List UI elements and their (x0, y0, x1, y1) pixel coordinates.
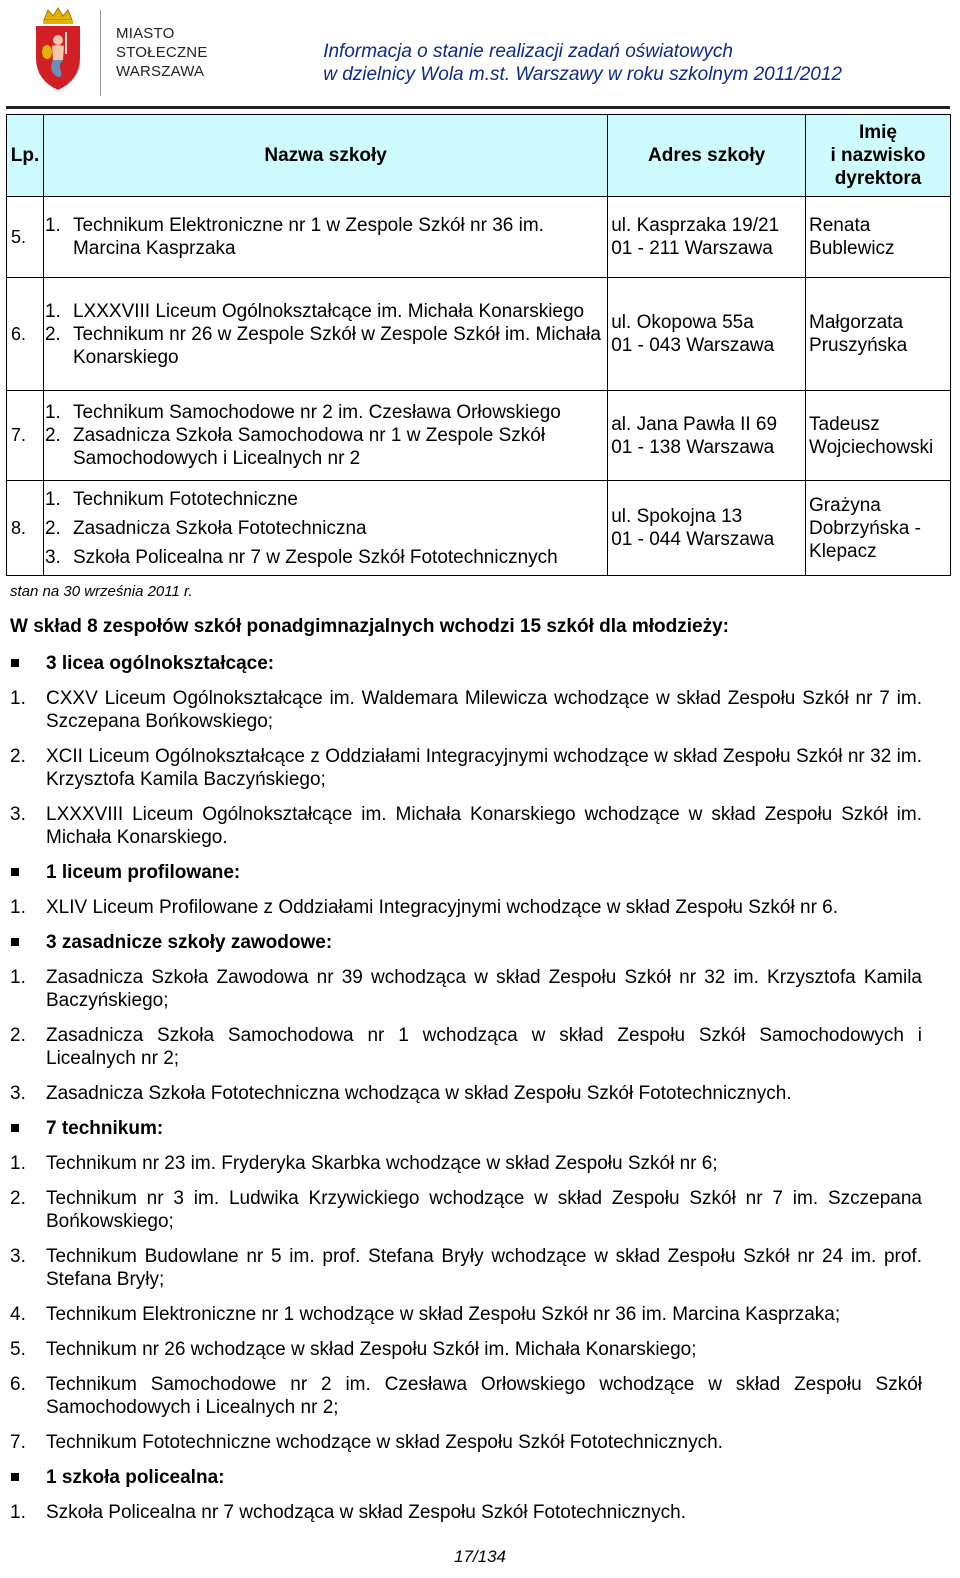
title-line: w dzielnicy Wola m.st. Warszawy w roku szkolnym 2011/2012 (323, 64, 842, 85)
item-num: 1. (10, 897, 26, 918)
address-line: 01 - 211 Warszawa (611, 238, 773, 259)
school-num: 2. (44, 323, 61, 345)
row-schools (43, 278, 607, 391)
item-num: 1. (10, 1153, 26, 1174)
item-text: Technikum Budowlane nr 5 im. prof. Stefana Bryły wchodzące w skład Zespołu Szkół nr 24 im. prof. Stefana Bryły; (46, 1246, 922, 1290)
logo-line: WARSZAWA (116, 63, 205, 80)
school-num: 1. (44, 488, 61, 510)
section-intro: W skład 8 zespołów szkół ponadgimnazjalnych wchodzi 15 szkół dla młodzieży: (10, 616, 729, 637)
list-item (10, 1245, 922, 1291)
director-header-line: Imię (858, 122, 898, 143)
schools-table (6, 114, 951, 576)
director-line: Wojciechowski (809, 436, 934, 458)
list-item (10, 1187, 922, 1233)
item-num: 2. (10, 746, 26, 767)
item-text: Szkoła Policealna nr 7 wchodząca w skład Zespołu Szkół Fototechnicznych. (46, 1502, 686, 1523)
list-item (10, 1338, 922, 1361)
item-num: 7. (10, 1432, 26, 1453)
director-line: Grażyna (809, 494, 881, 516)
list-item (10, 1152, 922, 1175)
address-line: 01 - 044 Warszawa (611, 529, 775, 550)
list-item (10, 1303, 922, 1326)
list-item (10, 1082, 922, 1105)
school-item (45, 517, 606, 540)
square-bullet-icon (10, 931, 46, 954)
category-title: 7 technikum: (46, 1118, 164, 1139)
school-item (45, 300, 606, 323)
school-name: Zasadnicza Szkoła Samochodowa nr 1 w Zespole Szkół Samochodowych i Licealnych nr 2 (72, 425, 546, 469)
table-row (7, 197, 951, 278)
list-item (10, 687, 922, 733)
category-heading (10, 1466, 922, 1489)
director-line: Tadeusz (809, 413, 880, 435)
row-schools (43, 391, 607, 481)
item-num: 1. (10, 967, 26, 988)
school-name: Zasadnicza Szkoła Fototechniczna (72, 517, 367, 539)
school-num: 1. (44, 300, 61, 322)
school-item (45, 424, 606, 470)
table-row (7, 278, 951, 391)
row-schools (43, 197, 607, 278)
school-name: Technikum nr 26 w Zespole Szkół w Zespole Szkół im. Michała Konarskiego (72, 323, 601, 368)
item-num: 2. (10, 1188, 26, 1209)
list-item (10, 1431, 922, 1454)
row-address (608, 391, 806, 481)
square-bullet-icon (10, 1466, 46, 1489)
school-num: 1. (44, 402, 61, 423)
category-heading (10, 1117, 922, 1140)
list-item (10, 966, 922, 1012)
row-director (806, 391, 951, 481)
row-lp: 8. (7, 481, 44, 576)
table-footnote: stan na 30 września 2011 r. (10, 583, 193, 600)
item-text: Zasadnicza Szkoła Zawodowa nr 39 wchodząca w skład Zespołu Szkół nr 32 im. Krzysztofa Kamila Baczyńskiego; (46, 967, 922, 1011)
list-item (10, 803, 922, 849)
column-header-address: Adres szkoły (608, 115, 806, 197)
row-lp: 5. (7, 197, 44, 278)
row-address (608, 481, 806, 576)
square-bullet-icon (10, 1117, 46, 1140)
school-categories (10, 652, 922, 1536)
row-director (806, 197, 951, 278)
director-header-line: i nazwisko (830, 145, 926, 166)
category-title: 3 licea ogólnokształcące: (46, 653, 275, 674)
document-title (323, 40, 842, 86)
logo-line: STOŁECZNE (116, 44, 208, 61)
column-header-name: Nazwa szkoły (43, 115, 607, 197)
category-title: 1 liceum profilowane: (46, 862, 241, 883)
director-line: Bublewicz (809, 238, 895, 259)
header-rule (6, 106, 950, 109)
address-line: ul. Okopowa 55a (611, 312, 754, 333)
director-header-line: dyrektora (834, 168, 922, 189)
address-line: al. Jana Pawła II 69 (611, 413, 778, 435)
title-line: Informacja o stanie realizacji zadań oświatowych (323, 41, 733, 62)
table-header-row (7, 115, 951, 197)
school-name: Szkoła Policealna nr 7 w Zespole Szkół Fototechnicznych (72, 546, 558, 568)
school-name: Technikum Samochodowe nr 2 im. Czesława Orłowskiego (72, 402, 561, 423)
page-header (0, 0, 960, 112)
school-num: 2. (44, 425, 61, 446)
director-line: Renata (809, 215, 871, 236)
school-item (45, 401, 606, 424)
logo-wordmark (116, 24, 208, 81)
item-text: XCII Liceum Ogólnokształcące z Oddziałami Integracyjnymi wchodzące w skład Zespołu Szkół nr 32 im. Krzysztofa Kamila Baczyńskiego; (46, 746, 922, 790)
item-num: 3. (10, 804, 26, 825)
row-address (608, 197, 806, 278)
item-num: 6. (10, 1374, 26, 1395)
row-lp: 6. (7, 278, 44, 391)
square-bullet-icon (10, 861, 46, 884)
address-line: ul. Kasprzaka 19/21 (611, 215, 780, 236)
item-num: 1. (10, 688, 26, 709)
item-num: 5. (10, 1339, 26, 1360)
school-item (45, 546, 606, 569)
director-line: Pruszyńska (809, 335, 908, 356)
row-address (608, 278, 806, 391)
page-number: 17/134 (454, 1547, 506, 1566)
item-num: 2. (10, 1025, 26, 1046)
school-num: 3. (44, 546, 61, 568)
item-text: LXXXVIII Liceum Ogólnokształcące im. Michała Konarskiego wchodzące w skład Zespołu Szkół im. Michała Konarskiego. (46, 804, 922, 848)
item-text: CXXV Liceum Ogólnokształcące im. Waldemara Milewicza wchodzące w skład Zespołu Szkół nr 7 im. Szczepana Bońkowskiego; (46, 688, 922, 732)
list-item (10, 1501, 922, 1524)
logo-separator (100, 10, 101, 96)
item-num: 1. (10, 1502, 26, 1523)
item-num: 3. (10, 1246, 26, 1267)
row-director (806, 278, 951, 391)
address-line: ul. Spokojna 13 (611, 506, 743, 527)
category-title: 1 szkoła policealna: (46, 1467, 225, 1488)
school-name: LXXXVIII Liceum Ogólnokształcące im. Michała Konarskiego (72, 300, 585, 322)
category-heading (10, 652, 922, 675)
list-item (10, 896, 922, 919)
warsaw-coat-of-arms-icon (30, 6, 86, 92)
item-text: Zasadnicza Szkoła Fototechniczna wchodząca w skład Zespołu Szkół Fototechnicznych. (46, 1083, 792, 1104)
row-lp: 7. (7, 391, 44, 481)
list-item (10, 1024, 922, 1070)
row-director (806, 481, 951, 576)
address-line: 01 - 138 Warszawa (611, 436, 775, 458)
school-name: Technikum Fototechniczne (72, 488, 298, 510)
item-num: 3. (10, 1083, 26, 1104)
school-name: Technikum Elektroniczne nr 1 w Zespole Szkół nr 36 im. Marcina Kasprzaka (72, 215, 544, 259)
category-title: 3 zasadnicze szkoły zawodowe: (46, 932, 333, 953)
square-bullet-icon (10, 652, 46, 675)
director-line: Małgorzata (809, 312, 904, 333)
list-item (10, 1373, 922, 1419)
school-num: 2. (44, 517, 61, 539)
item-text: Technikum Fototechniczne wchodzące w skład Zespołu Szkół Fototechnicznych. (46, 1432, 723, 1453)
item-text: Technikum nr 23 im. Fryderyka Skarbka wchodzące w skład Zespołu Szkół nr 6; (46, 1153, 718, 1174)
column-header-lp: Lp. (7, 115, 44, 197)
item-text: Technikum nr 26 wchodzące w skład Zespołu Szkół im. Michała Konarskiego; (46, 1339, 697, 1360)
director-line: Dobrzyńska - (809, 517, 921, 539)
address-line: 01 - 043 Warszawa (611, 335, 775, 356)
item-text: Zasadnicza Szkoła Samochodowa nr 1 wchodząca w skład Zespołu Szkół Samochodowych i Licealnych nr 2; (46, 1025, 922, 1069)
school-item (45, 488, 606, 511)
school-item (45, 323, 606, 369)
category-heading (10, 931, 922, 954)
logo-line: MIASTO (116, 25, 175, 42)
row-schools (43, 481, 607, 576)
school-num: 1. (44, 215, 61, 236)
item-text: Technikum Samochodowe nr 2 im. Czesława Orłowskiego wchodzące w skład Zespołu Szkół Samochodowych i Licealnych nr 2; (46, 1374, 922, 1418)
table-row (7, 391, 951, 481)
item-text: Technikum nr 3 im. Ludwika Krzywickiego wchodzące w skład Zespołu Szkół nr 7 im. Szczepana Bońkowskiego; (46, 1188, 922, 1232)
item-num: 4. (10, 1304, 26, 1325)
school-item (45, 214, 606, 260)
column-header-director (806, 115, 951, 197)
director-line: Klepacz (809, 540, 877, 562)
item-text: XLIV Liceum Profilowane z Oddziałami Integracyjnymi wchodzące w skład Zespołu Szkół nr 6. (46, 897, 839, 918)
category-heading (10, 861, 922, 884)
list-item (10, 745, 922, 791)
table-row (7, 481, 951, 576)
item-text: Technikum Elektroniczne nr 1 wchodzące w skład Zespołu Szkół nr 36 im. Marcina Kasprzaka; (46, 1304, 841, 1325)
